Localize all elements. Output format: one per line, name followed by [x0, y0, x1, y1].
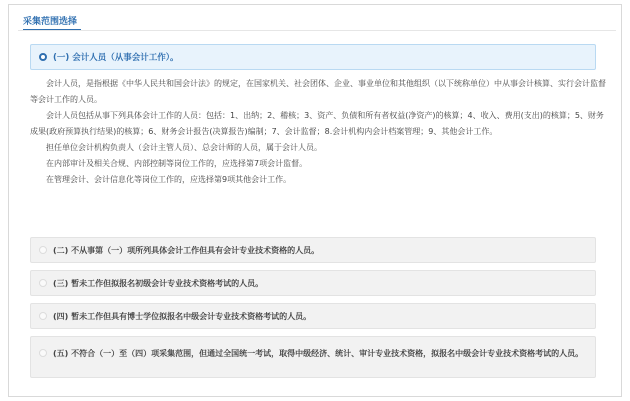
radio-unselected-icon[interactable]	[39, 279, 47, 287]
description-paragraph: 在内部审计及相关合规、内部控制等岗位工作的，应选择第7项会计监督。	[46, 159, 308, 168]
option-label: (二) 不从事第（一）项所列具体会计工作但具有会计专业技术资格的人员。	[53, 245, 320, 255]
option-other-qualification-intermediate-exam[interactable]	[30, 336, 596, 378]
option-accounting-personnel[interactable]	[30, 44, 596, 70]
description-paragraph: 担任单位会计机构负责人（会计主管人员）、总会计师的人员，属于会计人员。	[46, 143, 322, 152]
radio-unselected-icon[interactable]	[39, 246, 47, 254]
description-paragraph: 在管理会计、会计信息化等岗位工作的，应选择第9项其他会计工作。	[46, 175, 292, 184]
option-label: (三) 暂未工作但拟报名初级会计专业技术资格考试的人员。	[53, 278, 264, 288]
description-paragraph: 会计人员包括从事下列具体会计工作的人员：包括：1、出纳；2、稽核；3、资产、负债和所有者权益(净资产)的核算；4、收入、费用(支出)的核算；5、财务成果(政府预算执行结果)的核算；6、财务会计报告(决算报告)编制；7、会计监督；8.会计机构内会计档案管理；9、其他会计工作。	[30, 111, 604, 136]
option-label: (四) 暂未工作但具有博士学位拟报名中级会计专业技术资格考试的人员。	[53, 311, 312, 321]
description-paragraph: 会计人员，是指根据《中华人民共和国会计法》的规定，在国家机关、社会团体、企业、事业单位和其他组织（以下统称单位）中从事会计核算、实行会计监督等会计工作的人员。	[30, 79, 606, 104]
option-qualified-non-practitioner[interactable]	[30, 237, 596, 263]
option-label: (一) 会计人员（从事会计工作）。	[53, 53, 179, 63]
option-unemployed-junior-exam[interactable]	[30, 270, 596, 296]
option-doctorate-intermediate-exam[interactable]	[30, 303, 596, 329]
radio-unselected-icon[interactable]	[39, 312, 47, 320]
option-label: (五) 不符合（一）至（四）项采集范围，但通过全国统一考试，取得中级经济、统计、审计专业技术资格，拟报名中级会计专业技术资格考试的人员。	[53, 349, 584, 358]
radio-selected-icon[interactable]	[39, 53, 47, 61]
tab-collection-scope[interactable]: 采集范围选择	[23, 17, 78, 27]
option-description	[30, 76, 606, 188]
tab-divider	[18, 30, 616, 31]
radio-unselected-icon[interactable]	[39, 349, 47, 357]
